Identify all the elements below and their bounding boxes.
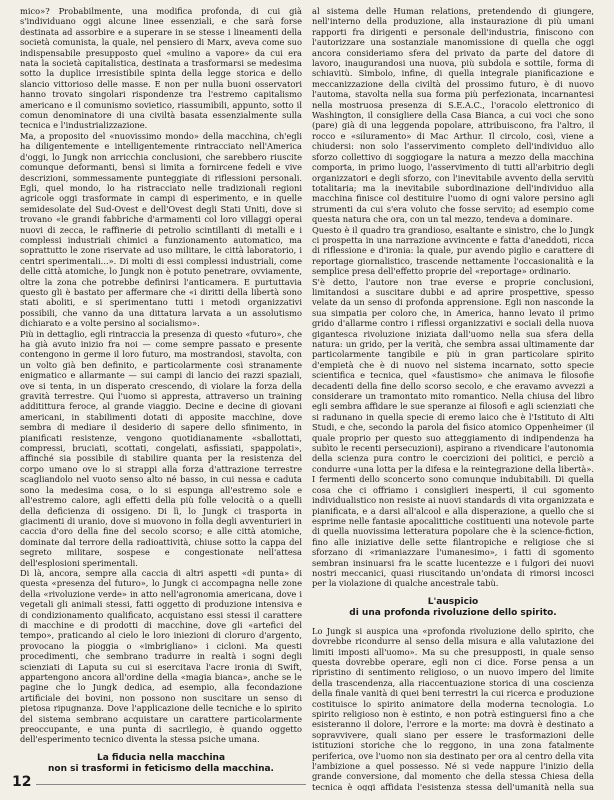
right-paragraph-4: Lo Jungk si auspica una «profonda rivoluzione dello spirito, che dovrebbe ricondurre al senso della misura e alla valutazione dei limiti imposti all'uomo». Ma su che presupposti, in quale senso questa dovrebbe operare, egli non ci dice. Forse pensa a un ripristino di sentimento religioso, o un nuovo impero del limite della trascendenza, alla riaccentuazione storica di una coscienza della finale vanità di quei beni terrestri la cui ricerca e produzione costituisce lo spirito animatore della moderna tecnologia. Lo spirito religioso non è estinto, e non potrà estinguersi fino a che esisteranno il dolore, l'errore e la morte: ma dovrà è destinato a sopravvivere, quali siano per essere le trasformazioni delle istituzioni storiche che lo reggono, in una zona fatalmente periferica, ove l'uomo non sia destinato per ora al centro della vita l'ambizione a quel possesso. Né si vede nappure l'inizio della grande conversione, dal momento che della stessa Chiesa della tecnica è oggi affidata l'esistenza stessa dell'umanità nella sua: [312, 625, 594, 791]
right-subheading-line-1: L'auspicio: [427, 596, 479, 607]
right-paragraph-2: Questo è il quadro tra grandioso, esaltante e sinistro, che lo Jungk ci prospetta in una narrazione avvincente e fatta d'aneddoti, ricca di riflessione e d'ironia: la quale, pur avendo piglio e carattere di reportage giornalistico, trascende nettamente l'occasionalità e la semplice presa dell'effetto proprie del «reportage» ordinario.: [312, 224, 594, 277]
right-paragraph-3: S'è detto, l'autore non trae everse e proprie conclusioni, limitandosi a suscitare dubbi e ad aprire prospettive, spesso velate da un senso di profonda apprensione. Egli non nasconde la sua simpatia per coloro che, in America, hanno levato il primo grido d'allarme contro i riflessi organizzativi e sociali della nuova gigantesca rivoluzione iniziata dall'uomo nella sua sfera della natura: un grido, per la verità, che sembra assai ultimamente dar particolarmente tangibile e più in gran particolare spirito d'empietà che è di nuovo nel sistema incarnato, sotto specie scientifica e tecnica, quel «faustismo» che animava le filosofie decadenti della fine dello scorso secolo, e che eravamo avvezzi a considerare un tramontato mito romantico. Nella chiusa del libro egli sembra affidare le sue speranze ai filosofi e agli scienziati che si radunano in quella specie di eremo laico che è l'Istituto di Alti Studi, e che, secondo la parola del fisico atomico Oppenheimer (il quale proprio per questo suo atteggiamento di indipendenza ha subìto le recenti persecuzioni), aspirano a rivendicare l'autonomia della scienza pura contro le coercizioni dei politici, e perciò a condurre «una lotta per la difesa e la reintegrazione della libertà». I fermenti dello sconcerto sono comunque indubitabili. Di quella cosa che ci offriamo i consiglieri inesperti, il cui sgomento individualistico non resiste ai nuovi standards di vita organizzata e pianificata, e a darsi all'alcool e alla disperazione, a quello che si esprime nelle fantasie apocalittiche costituenti una notevole parte di quella nuovissima letteratura popolare che è la science-fiction, fino alle iniziative delle sette filantropiche e religiose che si sforzano di «rimaniazzare l'umanesimo», i fatti di sgomento sembran insinuarsi fra le scatte lucentezze e i fulgori dei nuovi nostri meccanici, quasi riuscitando un'ondata di rimorsi incosci per la violazione di qualche ancestrale tabù.: [312, 276, 594, 589]
right-paragraph-1: al sistema delle Human relations, pretendendo di giungere, nell'interno della produzione, alla instaurazione di più umani rapporti fra dirigenti e personale dell'industria, finiscono con l'autorizzare una sostanziale manomissione di quella che oggi ancora consideriamo sfera del privato da parte del datore di lavoro, inaugurandosi una nuova, più subdola e sottile, forma di schiavitù. Simbolo, infine, di quella integrale pianificazione e meccanizzazione della civiltà del prossimo futuro, è di nuovo l'automa, stavolta nella sua forma più perfezionata, incarnantesi nella mostruosa presenza di S.E.A.C., l'oracolo elettronico di Washington, il consigliere della Casa Bianca, a cui voci che sono (pare) già di una leggenda popolare, attribuiscono, fra l'altro, il rocco e «siluramento» di Mac Arthur. Il circolo, così, viene a chiudersi: non solo l'asservimento completo dell'individuo allo sforzo collettivo di soggiogare la natura a mezzo della macchina comporta, in primo luogo, l'asservimento di tutti all'arbitrio degli organizzatori e degli sforzo, con l'inevitabile avvento della servitù totalitaria; ma la inevitabile subordinazione dell'individuo alla macchina finisce col destituire l'uomo di ogni valore persino agli strumenti da cui s'era voluto che fosse servito; ad esempio come questa natura che ora, con un tal mezzo, tendeva a dominare.: [312, 6, 594, 225]
left-subheading-line-1: La fiducia nella macchina: [96, 752, 226, 763]
right-subheading: [312, 597, 594, 619]
left-paragraph-4: Di là, ancora, sempre alla caccia di altri aspetti «di punta» di questa «presenza del futuro», lo Jungk ci accompagna nelle zone della «rivoluzione verde» in atto nell'agronomia americana, dove i vegetali gli animali stessi, fatti oggetto di produzione intensiva e di condizionamento qualificato, acquistano essi stessi il carattere di macchine e di prodotti di macchine, dove gli «artefici del tempo», praticando al cielo le loro iniezioni di cloruro d'argento, provocano la pioggia o «imbrigliano» i cicloni. Ma questi procedimenti, che sembrano tradurre in realtà i sogni degli scienziati di Laputa su cui si esercitava l'acre ironia di Swift, appartengono ancora all'ordine della «magia bianca», anche se le pagine che lo Jungk dedica, ad esempio, alla fecondazione artificiale dei bovini, non possono non suscitare un senso di pietosa ripugnanza. Dove l'applicazione delle tecniche e lo spirito del sistema sembrano acquistare un carattere particolarmente preoccupante, e una punta di sacrilegio, è quando oggetto dell'esperimento tecnico diventa la stessa psiche umana.: [20, 567, 302, 745]
left-column: [20, 6, 302, 771]
left-paragraph-3: Più in dettaglio, egli rintraccia la presenza di questo «futuro», che ha già avuto inizio fra noi — come sempre passato e presente contengono in germe il loro futuro, ma mostrandosi, stavolta, con un volto già ben definito, e particolarmente così stranamente enigmatico e allarmante — sui campi di lancio dei razzi spaziali, ove si tenta, in un disperato crescendo, di violare la forza della gravità terrestre. Qui l'uomo si appresta, attraverso un training additittura feroce, al grande viaggio. Decine e decine di giovani americani, in stabilimenti dotati di apposite macchine, dove sembra di mediare il desiderio di sapere dello sfinimento, in pianificati resistenze, vengono quotidianamente «sballottati, compressi, bruciati, scottati, congelati, asfissiati, spappolati», affinché sia possibile di stabilire quanta per la resistenza del corpo umano ove lo si strappi alla forza d'attrazione terrestre scagliandolo nel vuoto senso alto né basso, in cui nessa e caduta sono la medesima cosa, o lo si espunga all'estremo sole e all'estremo calore, agli effetti della più folle velocità o a quelli della deficienza di ossigeno. Di lì, lo Jungk ci trasporta in giacimenti di uranio, dove si muovono in folla degli avventurieri in caccia d'oro della fine del secolo scorso; e alle città atomiche, dominate dal terrore della radioattività, chiuse sotto la cappa del segreto militare, sospese e congestionate nell'attesa dell'esplosioni sperimentali.: [20, 328, 302, 568]
page-number: 12: [12, 774, 32, 790]
right-column: [312, 6, 594, 791]
footer-rule: [36, 784, 306, 785]
left-paragraph-1: mico»? Probabilmente, una modifica profonda, di cui già s'individuano oggi alcune linee essenziali, e che sarà forse destinata ad assorbire e a superare in se stesse i lineamenti della società comunista, la quale, nel pensiero di Marx, aveva come suo indispensabile presupposto quel «mulino a vapore» da cui era nata la società capitalistica, destinata a trasformarsi se medesima sotto la duplice irresistibile spinta della legge storica e dello slancio vittorioso delle masse. E non per nulla buoni osservatori hanno trovato singolari rispondenze tra l'estremo capitalismo americano e il comunismo sovietico, riassumibili, appunto, sotto il comun denominatore di una civiltà basata essenzialmente sulla tecnica e l'industrializzazione.: [20, 6, 302, 131]
right-subheading-line-2: di una profonda rivoluzione dello spirito.: [349, 607, 557, 618]
left-subheading: [20, 753, 302, 771]
left-subheading-line-2: non si trasformi in feticismo della macchina.: [48, 763, 274, 771]
left-paragraph-2: Ma, a proposito del «nuovissimo mondo» della macchina, ch'egli ha diligentemente e intelligentemente rintracciato nell'America d'oggi, lo Jungk non arricchia conclusioni, che sarebbero riuscite comunque deformanti, bensì si limita a fornircene fedeli e vive descrizioni, sommessamente punteggiate di riflessioni personali. Egli, quel mondo, lo ha ristracciato nelle tradizionali regioni agricole oggi trasformate in campi di esperimento, e in quelle semidesolate del Sud-Ovest e dell'Ovest degli Stati Uniti, dove si trovano «le grandi fabbriche d'armamenti col loro villaggi operai nuovi di zecca, le raffinerie di petrolio scintillanti di metalli e i complessi industriali chimici a funzionamento automatico, ma soprattutto le zone riservate ad uso militare, le città laboratorio, i centri sperimentali...». Di molti di essi complessi industriali, come delle città atomiche, lo Jungk non è potuto penetrare, ovviamente, oltre la zona che potrebbe definirsi l'anticamera. E purtuttavia questo gli è bastato per affermare che «i diritti della libertà sono stati aboliti, e si sperimentano tutti i metodi organizzativi possibili, che vanno da una dittatura larvata a un assolutismo dichiarato e a volte persino al socialismo».: [20, 130, 302, 329]
